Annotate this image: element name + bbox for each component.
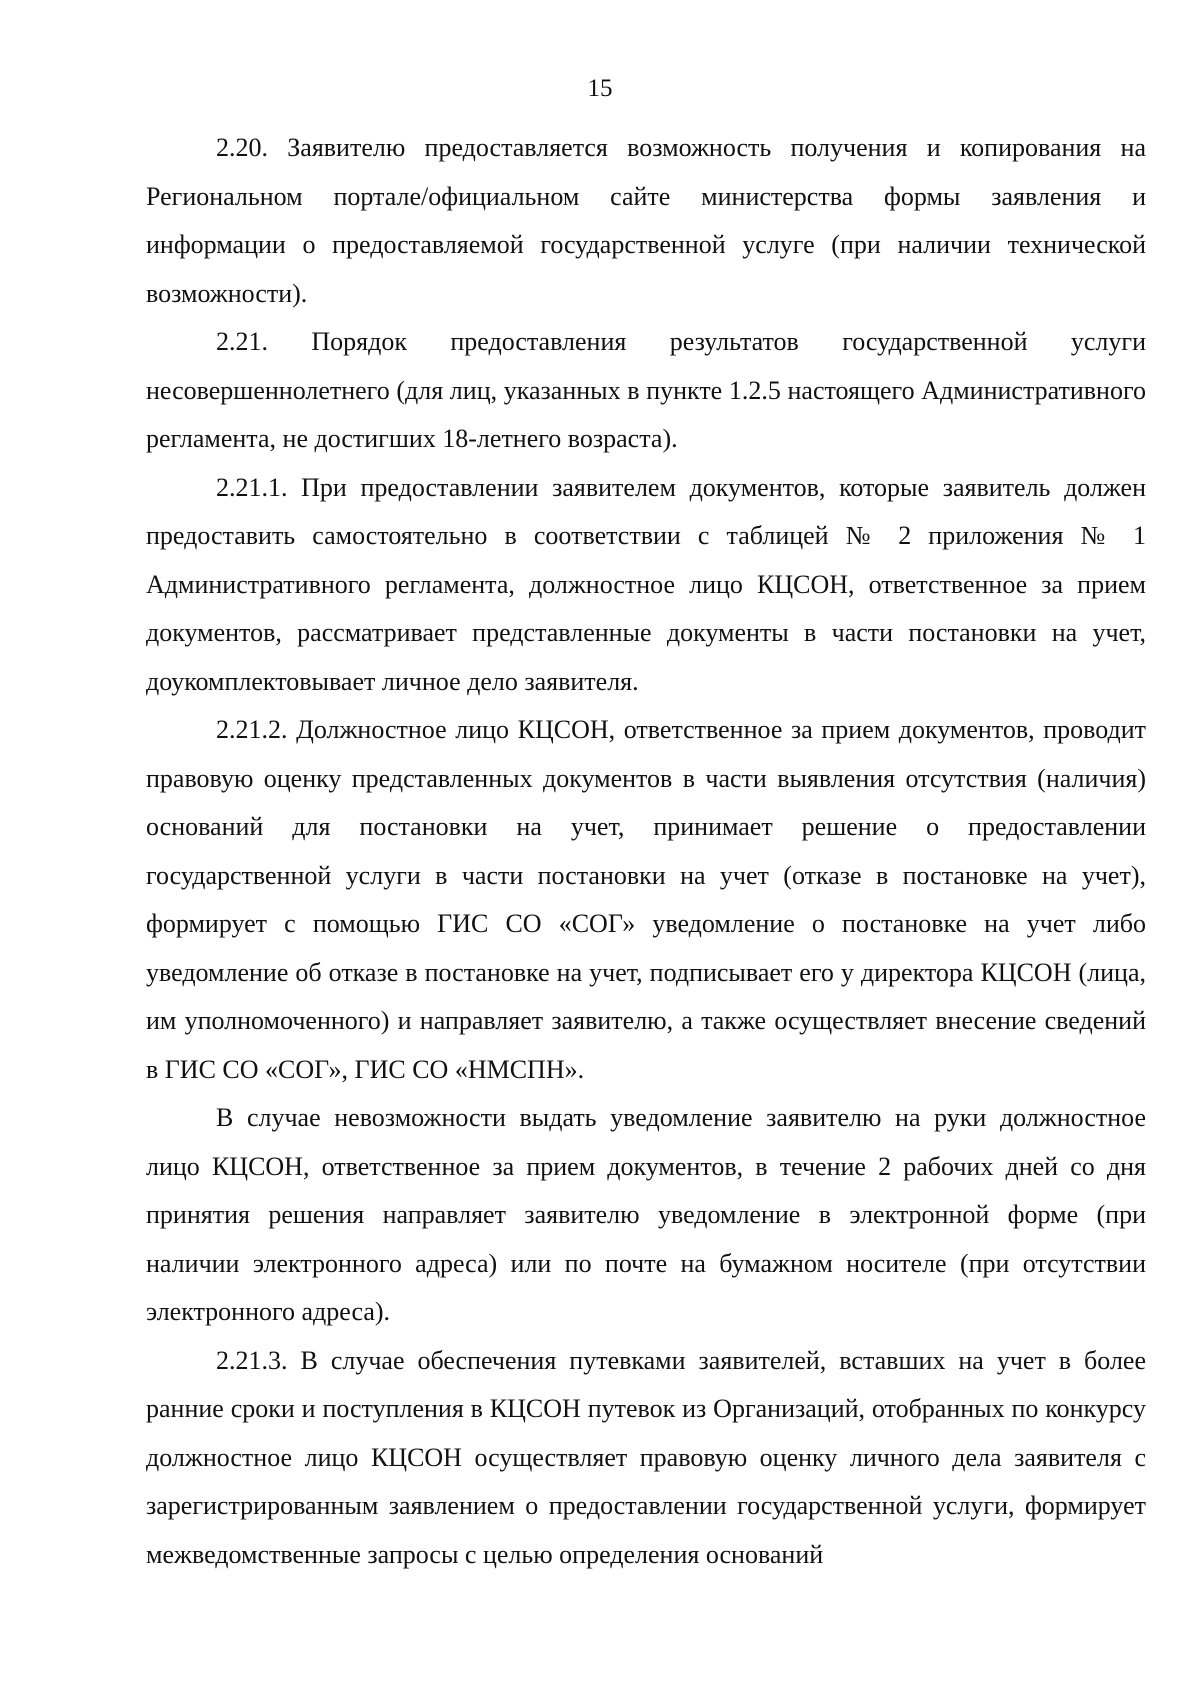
paragraph-2-21-1: 2.21.1. При предоставлении заявителем документов, которые заявитель должен предоставить самостоятельно в соответствии с таблицей № 2 приложения № 1 Административного регламента, должностное лицо КЦСОН, ответственное за прием документов, рассматривает представленные документы в части постановки на учет, доукомплектовывает личное дело заявителя. [146,472,1146,696]
paragraph-2-21-3: 2.21.3. В случае обеспечения путевками заявителей, вставших на учет в более ранние сроки и поступления в КЦСОН путевок из Организаций, отобранных по конкурсу должностное лицо КЦСОН осуществляет правовую оценку личного дела заявителя с зарегистрированным заявлением о предоставлении государственной услуги, формирует межведомственные запросы с целью определения оснований [146,1345,1146,1569]
paragraph-2-21-2: 2.21.2. Должностное лицо КЦСОН, ответственное за прием документов, проводит правовую оценку представленных документов в части выявления отсутствия (наличия) оснований для постановки на учет, принимает решение о предоставлении государственной услуги в части постановки на учет (отказе в постановке на учет), формирует с помощью ГИС СО «СОГ» уведомление о постановке на учет либо уведомление об отказе в постановке на учет, подписывает его у директора КЦСОН (лица, им уполномоченного) и направляет заявителю, а также осуществляет внесение сведений в ГИС СО «СОГ», ГИС СО «НМСПН». [146,715,1146,1084]
paragraph-2-21: 2.21. Порядок предоставления результатов государственной услуги несовершеннолетнего (для лиц, указанных в пункте 1.2.5 настоящего Административного регламента, не достигших 18-летнего возраста). [146,327,1146,453]
page-number: 15 [587,75,613,102]
paragraph-notification-case: В случае невозможности выдать уведомление заявителю на руки должностное лицо КЦСОН, ответственное за прием документов, в течение 2 рабочих дней со дня принятия решения направляет заявителю уведомление в электронной форме (при наличии электронного адреса) или по почте на бумажном носителе (при отсутствии электронного адреса). [146,1103,1146,1326]
document-body [146,124,1146,1579]
paragraph-2-20: 2.20. Заявителю предоставляется возможность получения и копирования на Региональном портале/официальном сайте министерства формы заявления и информации о предоставляемой государственной услуге (при наличии технической возможности). [146,133,1146,308]
